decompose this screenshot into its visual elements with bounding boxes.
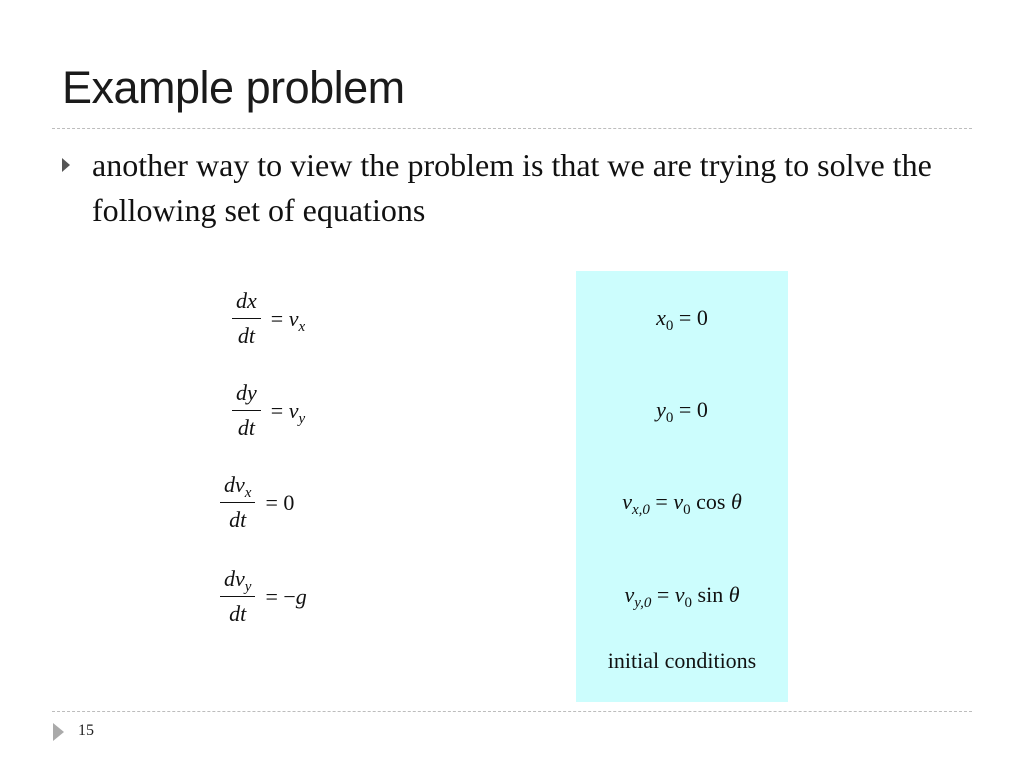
equation-dx-dt <box>232 288 305 349</box>
equation-dy-dt <box>232 380 305 441</box>
page-arrow-icon <box>53 723 64 741</box>
sin-function: sin <box>692 582 729 607</box>
initial-conditions-label: initial conditions <box>607 648 757 673</box>
rhs-variable: g <box>295 583 307 609</box>
ic-variable: x <box>656 305 666 330</box>
numerator-variable: dv <box>224 472 245 497</box>
ic-rhs-subscript: 0 <box>683 502 691 518</box>
fraction-bar <box>232 318 261 319</box>
equals-minus-sign: = − <box>265 583 296 609</box>
fraction-dvx-dt <box>220 472 255 533</box>
denominator: dt <box>237 323 255 348</box>
numerator-subscript: y <box>244 579 252 595</box>
fraction-bar <box>220 596 255 597</box>
equation-dvy-dt <box>220 566 307 627</box>
theta-symbol: θ <box>730 489 742 514</box>
denominator: dt <box>229 507 247 532</box>
fraction-bar <box>232 410 261 411</box>
numerator: dy <box>236 380 257 405</box>
theta-symbol: θ <box>728 582 740 607</box>
numerator <box>220 472 255 501</box>
equals-sign: = <box>270 305 289 331</box>
equals-sign: = <box>651 582 675 607</box>
ic-vy0 <box>576 582 788 611</box>
equation-dvx-dt <box>220 472 294 533</box>
equation-rhs: = 0 <box>265 489 295 515</box>
numerator: dx <box>236 288 257 313</box>
rhs-variable: v <box>288 305 299 331</box>
fraction-bar <box>220 502 255 503</box>
ic-variable: v <box>622 489 632 514</box>
ic-x0 <box>576 305 788 334</box>
ic-subscript: y,0 <box>634 595 652 611</box>
ic-variable: y <box>656 397 666 422</box>
ic-subscript: 0 <box>665 318 674 334</box>
initial-conditions-box <box>576 271 788 702</box>
fraction-dy-dt <box>232 380 261 441</box>
footer-divider <box>52 711 972 712</box>
ic-y0 <box>576 397 788 426</box>
denominator: dt <box>237 415 255 440</box>
denominator: dt <box>229 601 247 626</box>
bullet-arrow-icon <box>62 158 70 172</box>
numerator <box>220 566 255 595</box>
slide-title: Example problem <box>62 62 405 113</box>
ic-rhs-variable: v <box>673 489 684 514</box>
fraction-dvy-dt <box>220 566 255 627</box>
ic-rhs: = 0 <box>673 305 708 330</box>
equals-sign: = <box>649 489 674 514</box>
title-divider <box>52 128 972 129</box>
ic-subscript: x,0 <box>632 502 650 518</box>
fraction-dx-dt <box>232 288 261 349</box>
ic-vx0 <box>576 489 788 518</box>
equation-rhs <box>270 305 306 335</box>
ic-subscript: 0 <box>665 410 674 426</box>
page-number: 15 <box>78 722 94 739</box>
rhs-subscript: y <box>298 410 306 427</box>
numerator-subscript: x <box>244 485 252 501</box>
ic-rhs-subscript: 0 <box>684 595 693 611</box>
bullet-text: another way to view the problem is that we are trying to solve the following set of equations <box>92 147 932 228</box>
equals-sign: = <box>270 397 289 423</box>
ic-rhs: = 0 <box>673 397 708 422</box>
numerator-variable: dv <box>224 566 245 591</box>
rhs-subscript: x <box>298 318 306 335</box>
equation-rhs <box>270 397 306 427</box>
ic-variable: v <box>624 582 635 607</box>
equation-rhs <box>265 584 306 610</box>
rhs-variable: v <box>288 397 299 423</box>
ic-rhs-variable: v <box>674 582 685 607</box>
cos-function: cos <box>690 489 731 514</box>
